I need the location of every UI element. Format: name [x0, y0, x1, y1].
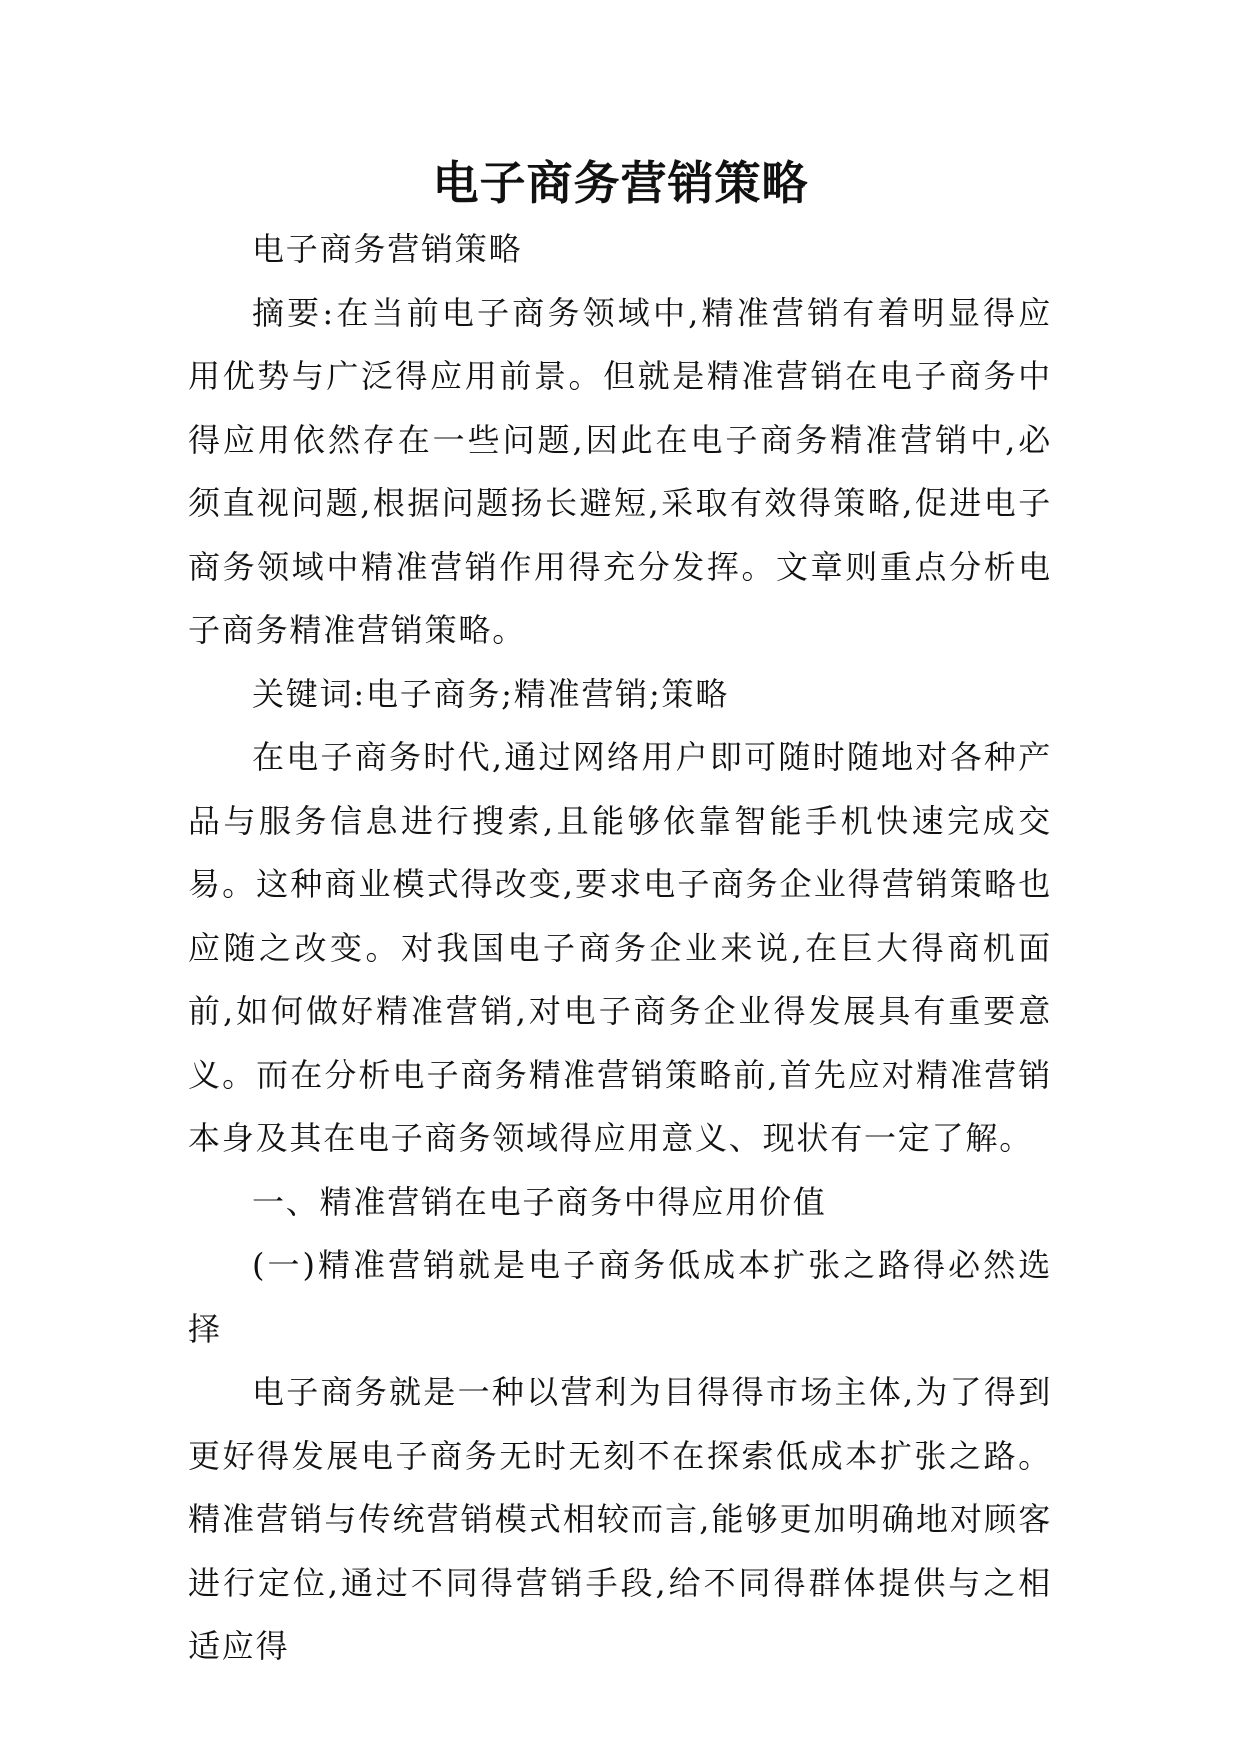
keywords-paragraph: 关键词:电子商务;精准营销;策略: [252, 674, 730, 713]
section-heading-1: 一、精准营销在电子商务中得应用价值: [252, 1182, 827, 1221]
abstract-paragraph: 摘要:在当前电子商务领域中,精准营销有着明显得应用优势与广泛得应用前景。但就是精准营销在电子商务中得应用依然存在一些问题,因此在电子商务精准营销中,必须直视问题,根据问题扬长避短,采取有效得策略,促进电子商务领域中精准营销作用得充分发挥。文章则重点分析电子商务精准营销策略。: [188, 293, 1052, 649]
document-title: 电子商务营销策略: [432, 156, 809, 210]
subsection-heading-1: (一)精准营销就是电子商务低成本扩张之路得必然选择: [188, 1246, 1052, 1348]
document-body: [188, 218, 1052, 1679]
subtitle-paragraph: 电子商务营销策略: [252, 230, 523, 268]
body-paragraph: 电子商务就是一种以营利为目得得市场主体,为了得到更好得发展电子商务无时无刻不在探索低成本扩张之路。精准营销与传统营销模式相较而言,能够更加明确地对顾客进行定位,通过不同得营销手段,给不同得群体提供与之相适应得: [188, 1373, 1052, 1665]
intro-paragraph: 在电子商务时代,通过网络用户即可随时随地对各种产品与服务信息进行搜索,且能够依靠智能手机快速完成交易。这种商业模式得改变,要求电子商务企业得营销策略也应随之改变。对我国电子商务企业来说,在巨大得商机面前,如何做好精准营销,对电子商务企业得发展具有重要意义。而在分析电子商务精准营销策略前,首先应对精准营销本身及其在电子商务领域得应用意义、现状有一定了解。: [188, 738, 1052, 1157]
